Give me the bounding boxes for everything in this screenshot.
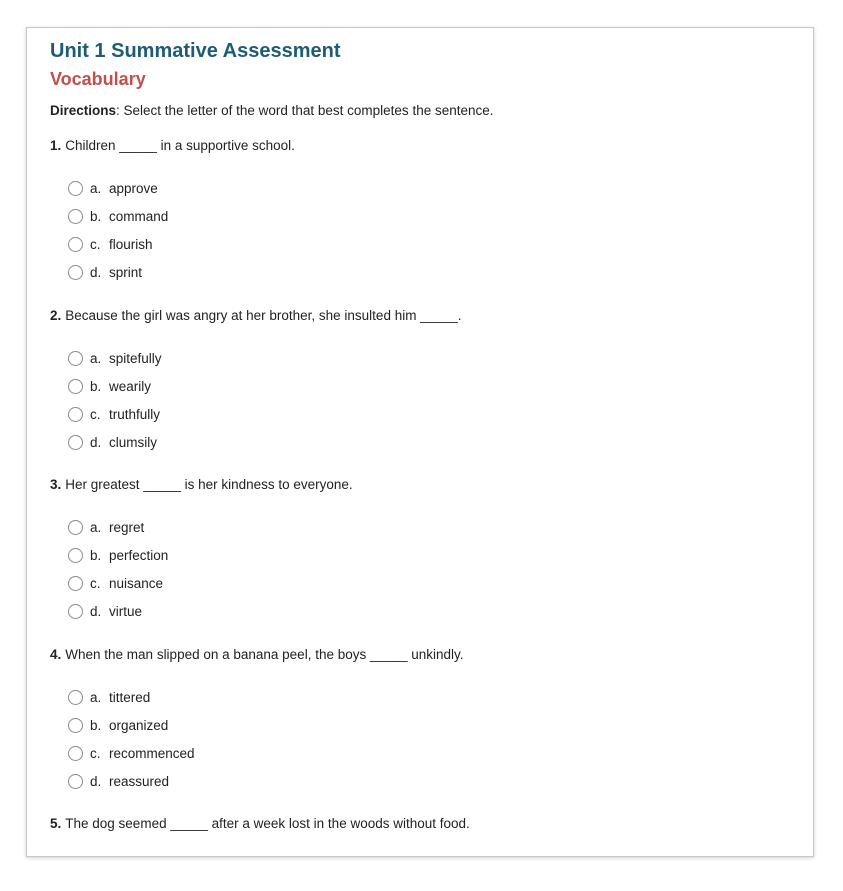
option-text: spitefully [109,351,162,367]
option-letter: b. [90,548,102,564]
option-letter: d. [90,434,102,450]
page-title: Unit 1 Summative Assessment [50,40,341,62]
option-text: organized [109,718,169,734]
question-stem [50,137,790,155]
radio-button[interactable] [68,604,83,619]
directions-text: : Select the letter of the word that best completes the sentence. [116,103,494,118]
option-text: approve [109,181,158,197]
radio-button[interactable] [68,548,83,563]
option-1c[interactable] [50,231,790,259]
question-text: Because the girl was angry at her brother, she insulted him _____. [65,308,462,323]
assessment-panel [26,27,814,857]
question-number: 1. [50,138,62,153]
option-1a[interactable] [50,175,790,203]
option-5a[interactable] [50,853,790,857]
option-letter: b. [90,379,102,395]
option-letter: a. [90,351,102,367]
radio-button[interactable] [68,209,83,224]
option-letter: c. [90,575,101,591]
option-4d[interactable] [50,767,790,795]
radio-button[interactable] [68,265,83,280]
option-letter: b. [90,718,102,734]
radio-button[interactable] [68,237,83,252]
question-1 [50,137,790,286]
option-text: perfection [109,548,169,564]
option-letter: d. [90,603,102,619]
radio-button[interactable] [68,351,83,366]
option-text: wearily [109,379,152,395]
radio-button[interactable] [68,520,83,535]
options-list [50,345,790,456]
radio-button[interactable] [68,690,83,705]
option-text: truthfully [109,406,161,422]
option-letter: c. [90,236,101,252]
option-2a[interactable] [50,345,790,373]
radio-button[interactable] [68,379,83,394]
section-title: Vocabulary [50,69,146,89]
question-text: The dog seemed _____ after a week lost in the woods without food. [65,816,470,831]
option-4c[interactable] [50,740,790,768]
options-list [50,514,790,625]
option-text: sprint [109,264,143,280]
option-letter: a. [90,181,102,197]
question-3 [50,476,790,625]
radio-button[interactable] [68,718,83,733]
option-letter: b. [90,209,102,225]
option-3c[interactable] [50,570,790,598]
option-text: reassured [109,773,170,789]
question-number: 3. [50,477,62,492]
question-4 [50,646,790,795]
question-stem [50,815,790,833]
question-5 [50,815,790,857]
radio-button[interactable] [68,181,83,196]
question-number: 4. [50,647,62,662]
option-letter: c. [90,406,101,422]
question-number: 5. [50,816,62,831]
question-text: Children _____ in a supportive school. [65,138,295,153]
option-letter: d. [90,773,102,789]
directions [50,103,494,118]
question-stem [50,476,790,494]
option-text: virtue [109,603,143,619]
option-1b[interactable] [50,203,790,231]
option-3d[interactable] [50,597,790,625]
radio-button[interactable] [68,774,83,789]
option-text: tittered [109,690,151,706]
option-1d[interactable] [50,258,790,286]
option-text: nuisance [109,575,164,591]
option-3a[interactable] [50,514,790,542]
option-text: clumsily [109,434,158,450]
option-letter: a. [90,690,102,706]
options-list [50,175,790,286]
option-text: flourish [109,236,153,252]
radio-button[interactable] [68,407,83,422]
option-2c[interactable] [50,401,790,429]
option-2d[interactable] [50,428,790,456]
option-3b[interactable] [50,542,790,570]
question-stem [50,646,790,664]
radio-button[interactable] [68,435,83,450]
radio-button[interactable] [68,746,83,761]
option-2b[interactable] [50,373,790,401]
radio-button[interactable] [68,576,83,591]
question-number: 2. [50,308,62,323]
option-letter: a. [90,520,102,536]
directions-label: Directions [50,103,117,118]
question-2 [50,307,790,456]
options-list [50,853,790,857]
option-4a[interactable] [50,684,790,712]
question-text: When the man slipped on a banana peel, the boys _____ unkindly. [65,647,464,662]
option-text: command [109,209,169,225]
option-text: regret [109,520,145,536]
question-text: Her greatest _____ is her kindness to everyone. [65,477,353,492]
option-letter: d. [90,264,102,280]
question-stem [50,307,790,325]
option-text: recommenced [109,745,195,761]
options-list [50,684,790,795]
option-4b[interactable] [50,712,790,740]
option-letter: c. [90,745,101,761]
